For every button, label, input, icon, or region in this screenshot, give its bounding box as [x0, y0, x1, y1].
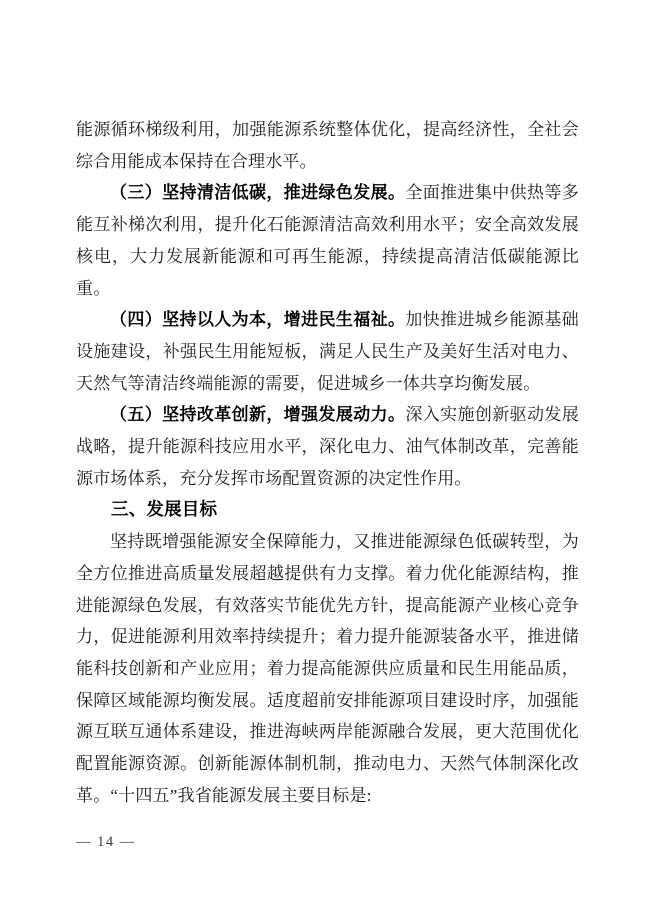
- paragraph-bold-lead: （四）坚持以人为本，增进民生福祉。: [110, 310, 406, 330]
- paragraph-text: 加快推进城乡能源基础设施建设，补强民生用能短板，满足人民生产及美好生活对电力、天然气等清洁终端能源的需要，促进城乡一体共享均衡发展。: [76, 310, 579, 393]
- document-body: [76, 114, 579, 811]
- paragraph-continuation: [76, 114, 579, 177]
- paragraph-principle-5: [76, 399, 579, 494]
- paragraph-text: 能源循环梯级利用，加强能源系统整体优化，提高经济性，全社会综合用能成本保持在合理水平。: [76, 120, 579, 171]
- section-heading-development-goals: 三、发展目标: [111, 499, 218, 520]
- page-number: — 14 —: [76, 834, 136, 850]
- paragraph-principle-4: [76, 304, 579, 399]
- paragraph-text: 全面推进集中供热等多能互补梯次利用，提升化石能源清洁高效利用水平；安全高效发展核电，大力发展新能源和可再生能源，持续提高清洁低碳能源比重。: [76, 183, 579, 298]
- paragraph-principle-3: [76, 177, 579, 304]
- paragraph-goals: [76, 526, 579, 811]
- paragraph-bold-lead: （五）坚持改革创新，增强发展动力。: [110, 405, 406, 425]
- paragraph-text: 坚持既增强能源安全保障能力，又推进能源绿色低碳转型，为全方位推进高质量发展超越提供有力支撑。着力优化能源结构，推进能源绿色发展，有效落实节能优先方针，提高能源产业核心竞争力，促进能源利用效率持续提升；着力提升能源装备水平，推进储能科技创新和产业应用；着力提高能源供应质量和民生用能品质，保障区域能源均衡发展。适度超前安排能源项目建设时序，加强能源互联互通体系建设，推进海峡两岸能源融合发展，更大范围优化配置能源资源。创新能源体制机制，推动电力、天然气体制深化改革。“十四五”我省能源发展主要目标是:: [76, 532, 579, 805]
- paragraph-bold-lead: （三）坚持清洁低碳，推进绿色发展。: [110, 183, 406, 203]
- paragraph-text: 深入实施创新驱动发展战略，提升能源科技应用水平，深化电力、油气体制改革，完善能源市场体系，充分发挥市场配置资源的决定性作用。: [76, 405, 579, 488]
